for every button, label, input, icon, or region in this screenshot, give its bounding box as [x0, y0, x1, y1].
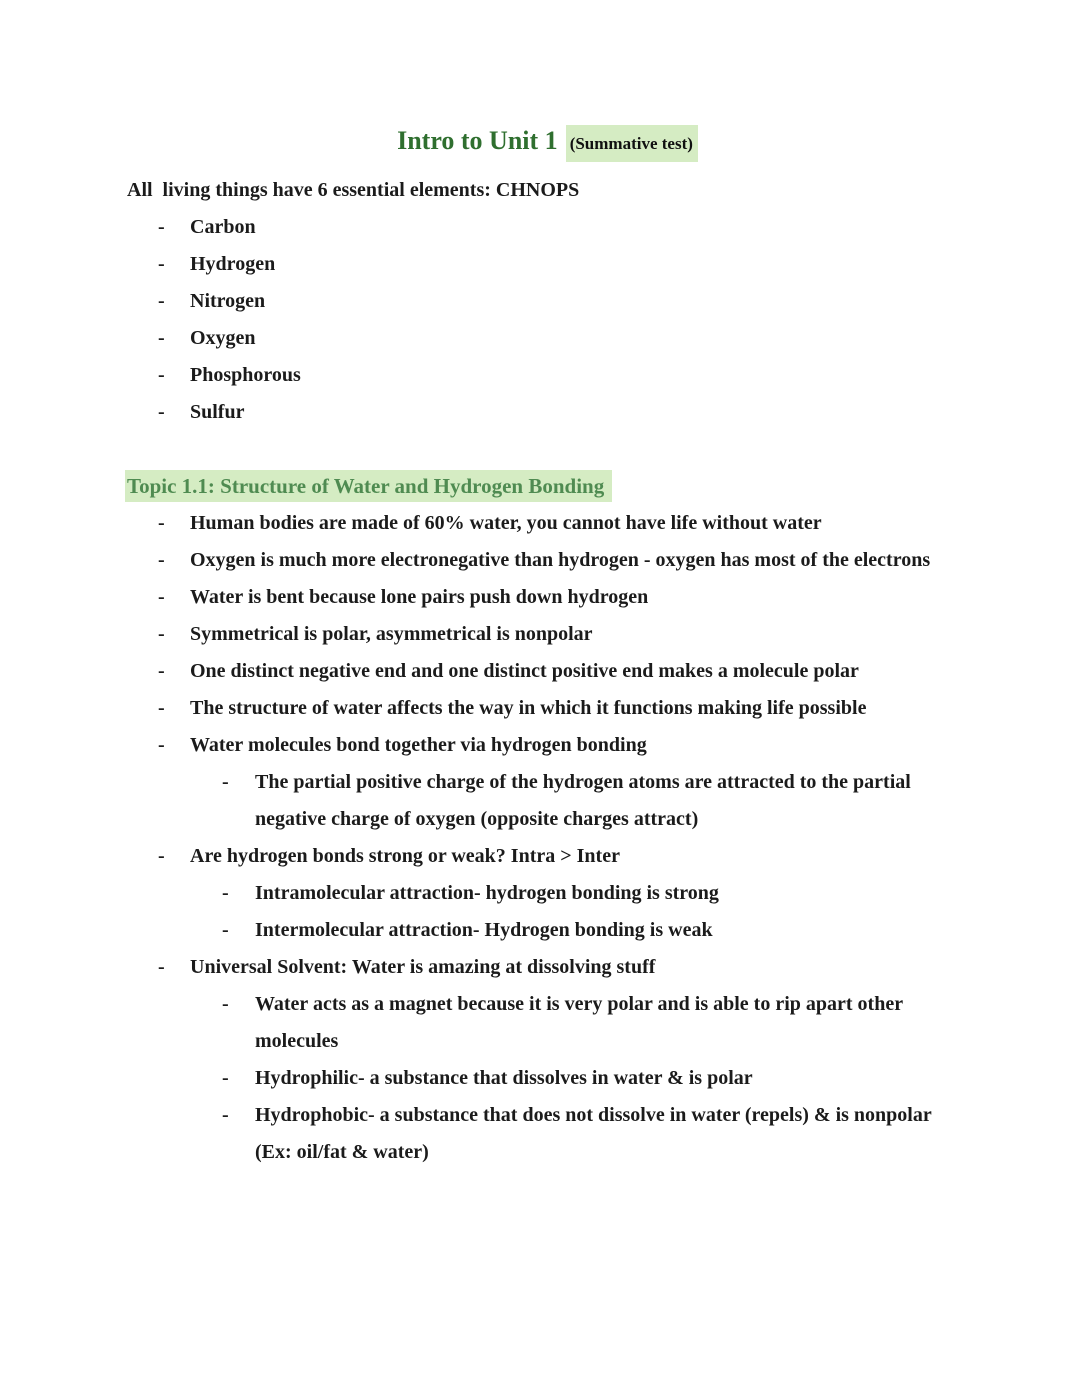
bullet-dash: - — [158, 327, 165, 349]
list-item-text: Are hydrogen bonds strong or weak? Intra > Inter — [190, 845, 620, 867]
elements-list — [127, 209, 968, 431]
list-item — [158, 505, 968, 542]
bullet-dash: - — [158, 216, 165, 238]
list-item-text: Symmetrical is polar, asymmetrical is nonpolar — [190, 623, 593, 645]
list-item — [158, 949, 968, 986]
title-suffix-highlight: (Summative test) — [566, 125, 698, 162]
list-item-text: Water is bent because lone pairs push down hydrogen — [190, 586, 649, 608]
bullet-dash: - — [158, 253, 165, 275]
list-item — [222, 986, 968, 1060]
list-item — [158, 838, 968, 875]
list-item-text: Water acts as a magnet because it is very polar and is able to rip apart other molecules — [255, 993, 903, 1052]
list-item — [158, 542, 968, 579]
bullet-dash: - — [222, 1067, 229, 1089]
list-item — [222, 1060, 968, 1097]
bullet-dash: - — [158, 623, 165, 645]
list-item-text: Sulfur — [190, 401, 245, 423]
bullet-dash: - — [158, 364, 165, 386]
list-item-text: The structure of water affects the way in which it functions making life possible — [190, 697, 867, 719]
bullet-dash: - — [158, 697, 165, 719]
page-title: Intro to Unit 1 — [397, 126, 558, 155]
list-item — [158, 283, 968, 320]
list-item — [158, 320, 968, 357]
list-item-text: One distinct negative end and one distinct positive end makes a molecule polar — [190, 660, 859, 682]
list-item-text: The partial positive charge of the hydrogen atoms are attracted to the partial negative charge of oxygen (opposite charges attract) — [255, 771, 911, 830]
bullet-dash: - — [222, 1104, 229, 1126]
bullet-dash: - — [158, 956, 165, 978]
list-item — [222, 1097, 968, 1171]
list-item — [158, 246, 968, 283]
list-item-text: Intermolecular attraction- Hydrogen bonding is weak — [255, 919, 713, 941]
list-item — [158, 579, 968, 616]
bullet-dash: - — [158, 660, 165, 682]
list-item — [222, 764, 968, 838]
list-item-text: Oxygen is much more electronegative than hydrogen - oxygen has most of the electrons — [190, 549, 931, 571]
list-item — [158, 653, 968, 690]
bullet-dash: - — [222, 882, 229, 904]
list-item — [158, 357, 968, 394]
bullet-dash: - — [158, 549, 165, 571]
intro-paragraph: All living things have 6 essential elements: CHNOPS — [127, 179, 580, 201]
bullet-dash: - — [222, 771, 229, 793]
list-item — [222, 875, 968, 912]
list-item — [158, 690, 968, 727]
list-item — [158, 209, 968, 246]
list-item-text: Human bodies are made of 60% water, you cannot have life without water — [190, 512, 822, 534]
bullet-dash: - — [158, 290, 165, 312]
list-item — [158, 727, 968, 764]
list-item-text: Intramolecular attraction- hydrogen bonding is strong — [255, 882, 719, 904]
bullet-dash: - — [158, 586, 165, 608]
list-item-text: Hydrogen — [190, 253, 276, 275]
list-item — [158, 394, 968, 431]
bullet-dash: - — [222, 919, 229, 941]
list-item — [222, 912, 968, 949]
document-title-line — [127, 122, 968, 164]
list-item-text: Hydrophobic- a substance that does not dissolve in water (repels) & is nonpolar (Ex: oil/fat & water) — [255, 1104, 932, 1163]
bullet-dash: - — [222, 993, 229, 1015]
list-item-text: Carbon — [190, 216, 256, 238]
section-heading: Topic 1.1: Structure of Water and Hydrogen Bonding — [125, 470, 612, 502]
list-item-text: Oxygen — [190, 327, 256, 349]
list-item-text: Water molecules bond together via hydrogen bonding — [190, 734, 647, 756]
list-item-text: Phosphorous — [190, 364, 301, 386]
notes-list — [127, 505, 968, 1171]
bullet-dash: - — [158, 401, 165, 423]
bullet-dash: - — [158, 734, 165, 756]
list-item-text: Universal Solvent: Water is amazing at dissolving stuff — [190, 956, 656, 978]
list-item-text: Nitrogen — [190, 290, 266, 312]
list-item — [158, 616, 968, 653]
section-heading-line — [127, 468, 968, 505]
bullet-dash: - — [158, 845, 165, 867]
bullet-dash: - — [158, 512, 165, 534]
list-item-text: Hydrophilic- a substance that dissolves in water & is polar — [255, 1067, 753, 1089]
